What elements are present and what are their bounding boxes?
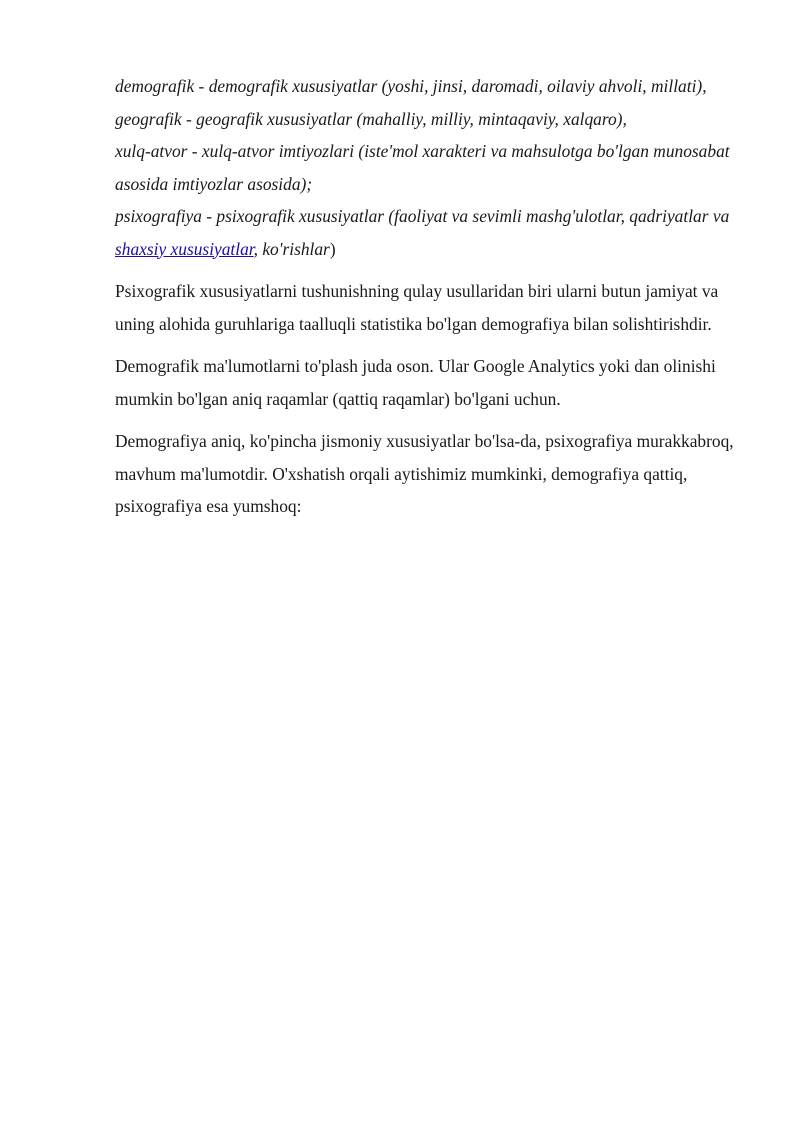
segment-geografik: geografik - geografik xususiyatlar (mahalliy, milliy, mintaqaviy, xalqaro), bbox=[115, 108, 627, 129]
segment-psixografiya-close: ) bbox=[329, 238, 336, 259]
segment-psixografiya-tail: , ko'rishlar bbox=[253, 238, 330, 259]
segment-demografik: demografik - demografik xususiyatlar (yoshi, jinsi, daromadi, oilaviy ahvoli, millati), bbox=[115, 76, 707, 96]
segment-psixografiya bbox=[115, 200, 740, 265]
shaxsiy-xususiyatlar-link[interactable]: shaxsiy xususiyatlar bbox=[115, 238, 254, 259]
segment-xulq-atvor: xulq-atvor - xulq-atvor imtiyozlari (iste'mol xarakteri va mahsulotga bo'lgan munosabat asosida imtiyozlar asosida); bbox=[115, 141, 730, 194]
paragraph-hard-soft: Demografiya aniq, ko'pincha jismoniy xususiyatlar bo'lsa-da, psixografiya murakkabroq, mavhum ma'lumotdir. O'xshatish orqali aytishimiz mumkinki, demografiya qattiq, psixografiya esa yumshoq: bbox=[115, 431, 734, 516]
paragraph-comparison: Psixografik xususiyatlarni tushunishning qulay usullaridan biri ularni butun jamiyat va uning alohida guruhlariga taalluqli statistika bo'lgan demografiya bilan solishtirishdir. bbox=[115, 281, 719, 334]
paragraph-demographic-data: Demografik ma'lumotlarni to'plash juda oson. Ular Google Analytics yoki dan olinishi mumkin bo'lgan aniq raqamlar (qattiq raqamlar) bo'lgani uchun. bbox=[115, 356, 716, 409]
document-page bbox=[115, 70, 740, 533]
segment-psixografiya-text: psixografiya - psixografik xususiyatlar (faoliyat va sevimli mashg'ulotlar, qadriyatlar va bbox=[115, 206, 730, 226]
segmentation-list bbox=[115, 70, 740, 265]
